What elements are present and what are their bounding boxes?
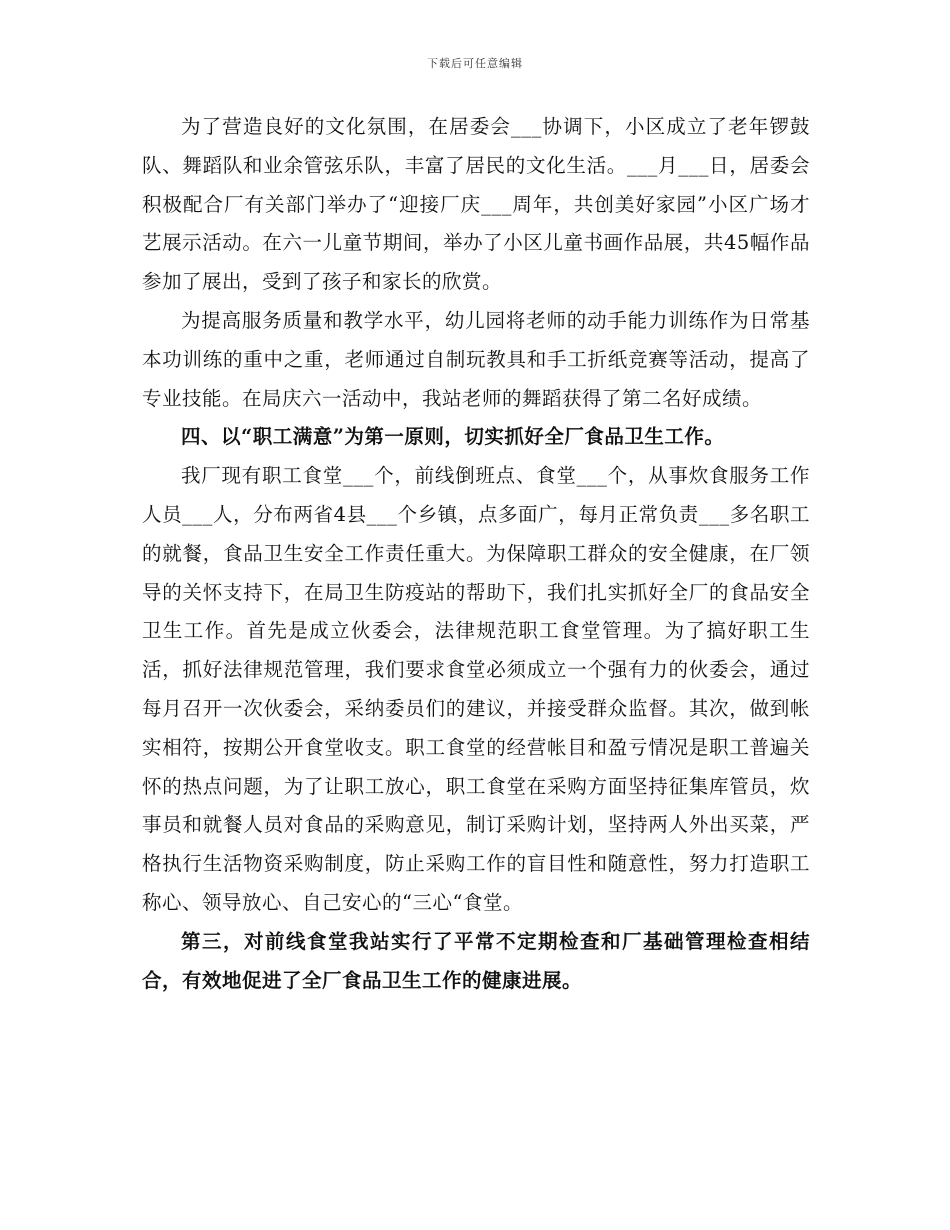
- page-header-note: 下载后可任意编辑: [427, 57, 523, 70]
- paragraph-cultural-activities: 为了营造良好的文化氛围，在居委会___协调下，小区成立了老年锣鼓队、舞蹈队和业余管弦乐队，丰富了居民的文化生活。___月___日，居委会积极配合厂有关部门举办了“迎接厂庆___周年，共创美好家园”小区广场才艺展示活动。在六一儿童节期间，举办了小区儿童书画作品展，共45幅作品参加了展出，受到了孩子和家长的欣赏。: [142, 115, 810, 294]
- section-heading-inspection: 第三，对前线食堂我站实行了平常不定期检查和厂基础管理检查相结合，有效地促进了全厂食品卫生工作的健康进展。: [142, 929, 810, 992]
- paragraph-kindergarten-training: 为提高服务质量和教学水平，幼儿园将老师的动手能力训练作为日常基本功训练的重中之重，老师通过自制玩教具和手工折纸竞赛等活动，提高了专业技能。在局庆六一活动中，我站老师的舞蹈获得了第二名好成绩。: [142, 308, 810, 410]
- section-heading-food-hygiene: 四、以“职工满意”为第一原则，切实抓好全厂食品卫生工作。: [181, 425, 725, 449]
- paragraph-canteen-management: 我厂现有职工食堂___个，前线倒班点、食堂___个，从事炊食服务工作人员___人，分布两省4县___个乡镇，点多面广，每月正常负责___多名职工的就餐，食品卫生安全工作责任重大。为保障职工群众的安全健康，在厂领导的关怀支持下，在局卫生防疫站的帮助下，我们扎实抓好全厂的食品安全卫生工作。首先是成立伙委会，法律规范职工食堂管理。为了搞好职工生活，抓好法律规范管理，我们要求食堂必须成立一个强有力的伙委会，通过每月召开一次伙委会，采纳委员们的建议，并接受群众监督。其次，做到帐实相符，按期公开食堂收支。职工食堂的经营帐目和盈亏情况是职工普遍关怀的热点问题，为了让职工放心，职工食堂在采购方面坚持征集库管员，炊事员和就餐人员对食品的采购意见，制订采购计划，坚持两人外出买菜，严格执行生活物资采购制度，防止采购工作的盲目性和随意性，努力打造职工称心、领导放心、自己安心的“三心“食堂。: [142, 464, 810, 914]
- document-body: [142, 108, 810, 1000]
